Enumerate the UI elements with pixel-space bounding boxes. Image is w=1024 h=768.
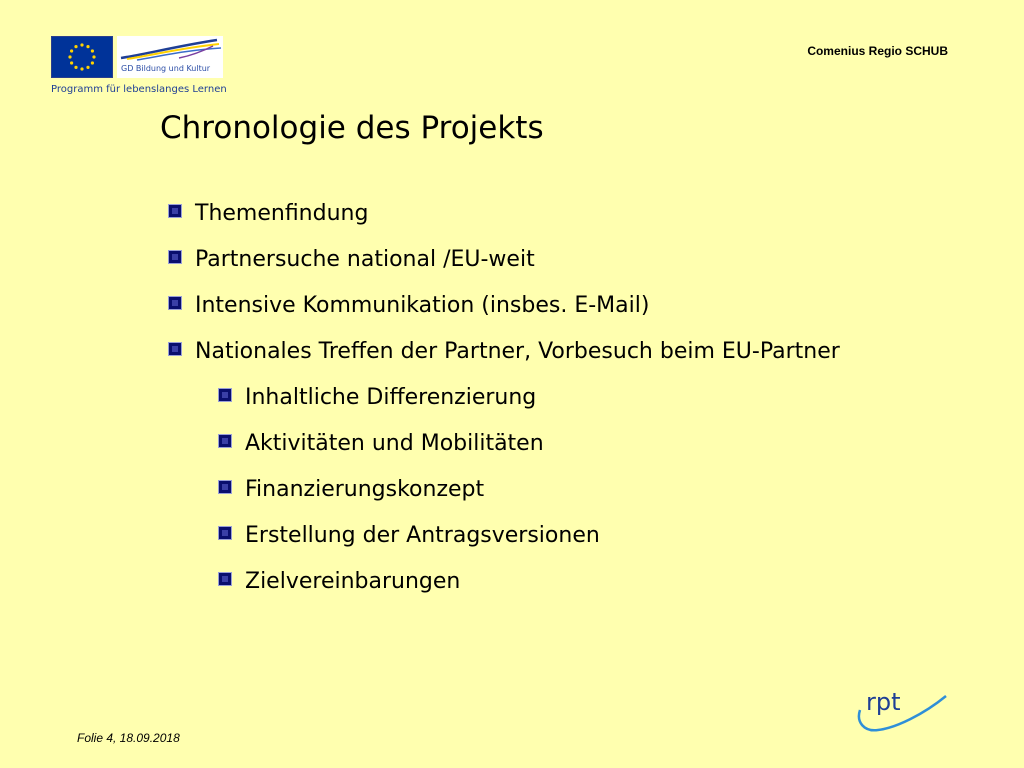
sub-list-item-label: Inhaltliche Differenzierung — [245, 384, 537, 410]
rpt-logo — [856, 688, 951, 736]
eu-stars-icon — [52, 37, 112, 77]
sub-list-item — [168, 466, 840, 512]
square-bullet-icon — [168, 250, 182, 264]
sub-list-item — [168, 420, 840, 466]
list-item — [168, 282, 840, 328]
square-bullet-icon — [168, 342, 182, 356]
bullet-list — [168, 190, 840, 604]
header-project-name: Comenius Regio SCHUB — [807, 44, 948, 58]
slide-footer: Folie 4, 18.09.2018 — [77, 731, 180, 745]
list-item-label: Themenfindung — [195, 200, 369, 226]
list-item-label: Nationales Treffen der Partner, Vorbesuch beim EU-Partner — [195, 338, 840, 364]
list-item — [168, 328, 840, 374]
rpt-swoosh-icon — [856, 688, 951, 736]
square-bullet-icon — [168, 296, 182, 310]
gd-bildung-text: GD Bildung und Kultur — [121, 64, 211, 73]
list-item — [168, 236, 840, 282]
eu-program-logo — [51, 36, 226, 98]
program-name: Programm für lebenslanges Lernen — [51, 84, 227, 95]
rpt-logo-text: rpt — [866, 688, 901, 716]
eu-flag-icon — [51, 36, 113, 78]
sub-list-item — [168, 374, 840, 420]
sub-list-item-label: Aktivitäten und Mobilitäten — [245, 430, 544, 456]
sub-list-item-label: Erstellung der Antragsversionen — [245, 522, 600, 548]
square-bullet-icon — [218, 480, 232, 494]
slide-title: Chronologie des Projekts — [160, 110, 544, 146]
list-item-label: Intensive Kommunikation (insbes. E-Mail) — [195, 292, 650, 318]
sub-list-item-label: Zielvereinbarungen — [245, 568, 461, 594]
list-item — [168, 190, 840, 236]
square-bullet-icon — [168, 204, 182, 218]
swoosh-icon — [117, 36, 223, 62]
sub-list-item — [168, 512, 840, 558]
list-item-label: Partnersuche national /EU-weit — [195, 246, 535, 272]
square-bullet-icon — [218, 572, 232, 586]
sub-list-item — [168, 558, 840, 604]
square-bullet-icon — [218, 526, 232, 540]
square-bullet-icon — [218, 388, 232, 402]
sub-list-item-label: Finanzierungskonzept — [245, 476, 485, 502]
square-bullet-icon — [218, 434, 232, 448]
